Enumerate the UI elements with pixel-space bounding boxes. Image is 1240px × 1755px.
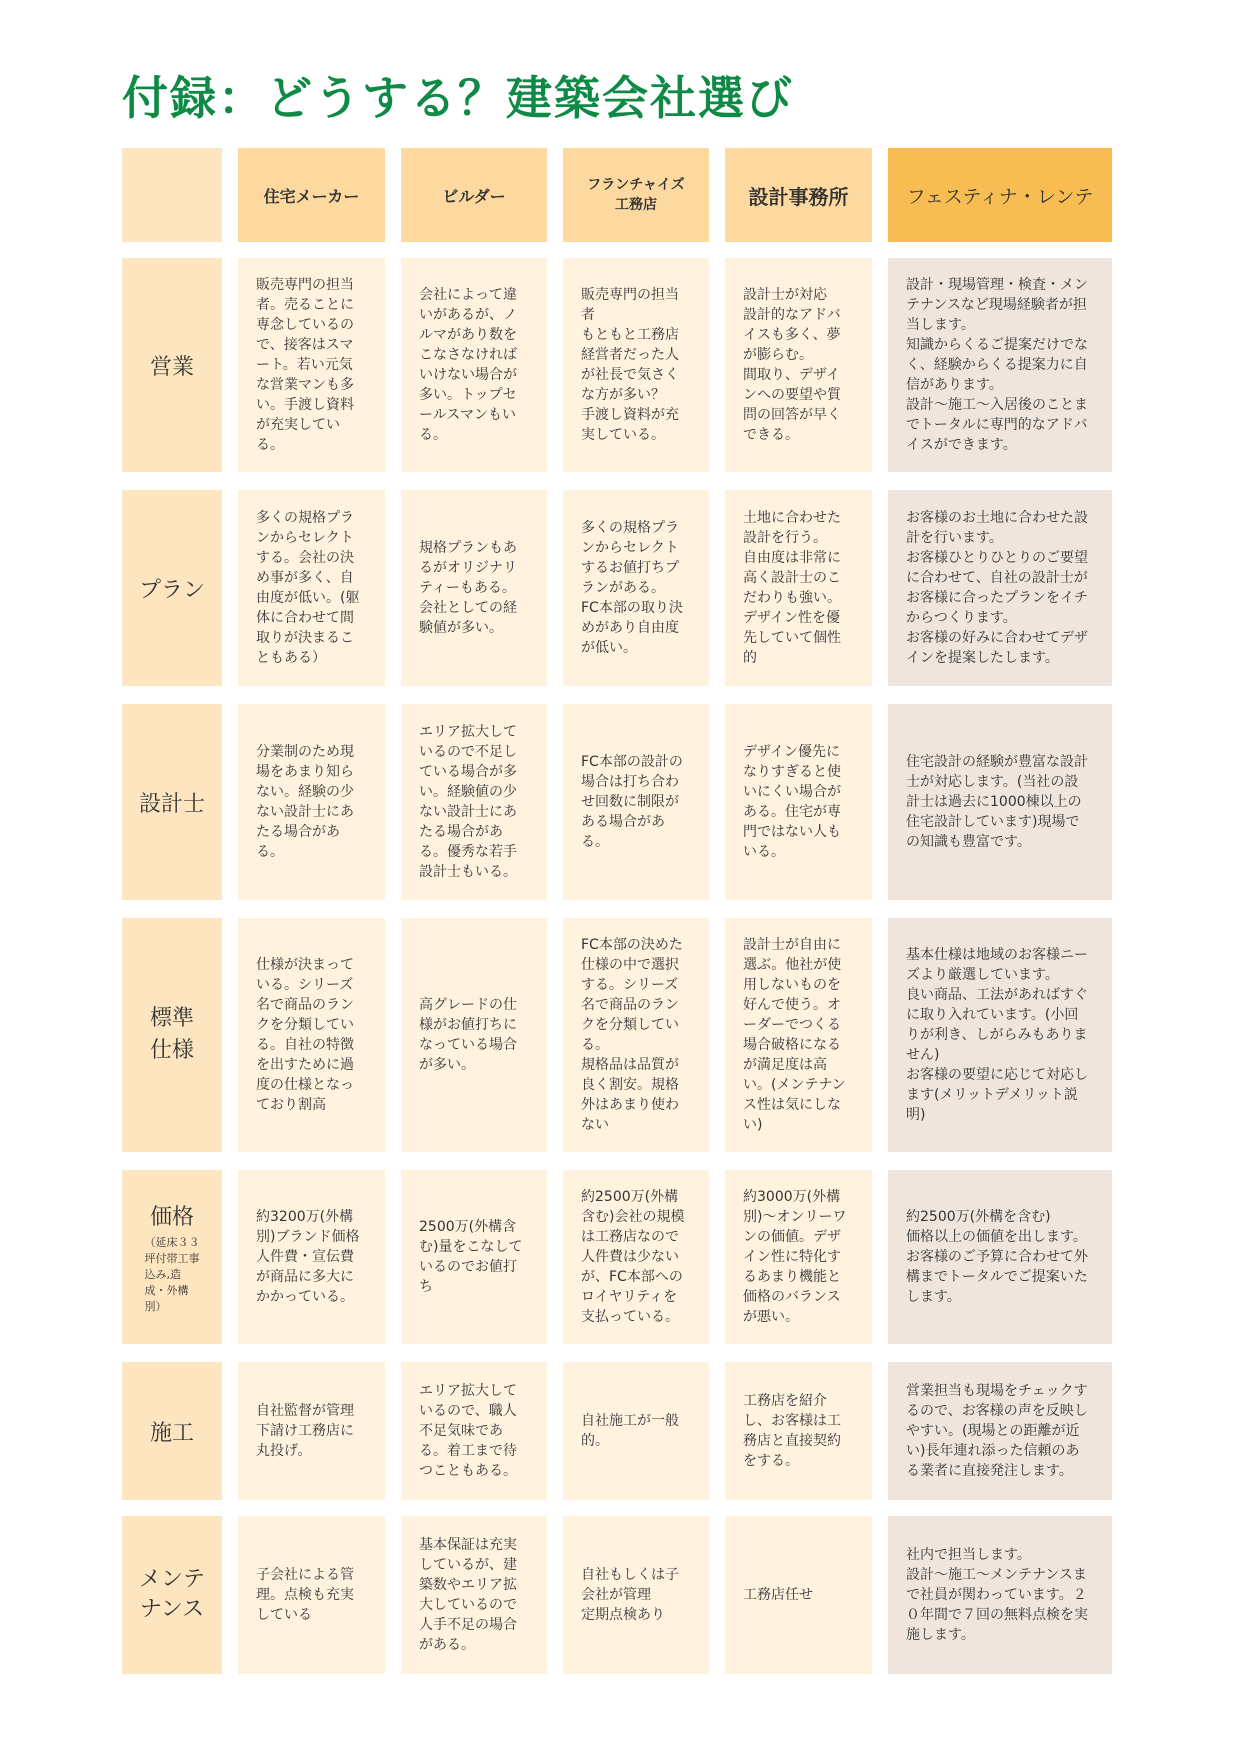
table-cell-festina: 社内で担当します。 設計〜施工〜メンテナンスま で社員が関わっています。２ ０年間で７回の無料点検を実 施します。: [888, 1516, 1112, 1674]
row-header-designer: [122, 704, 222, 900]
table-cell: 工務店任せ: [725, 1516, 872, 1674]
table-cell-festina: 営業担当も現場をチェックす るので、お客様の声を反映し やすい。(現場との距離が近 い)長年連れ添った信頼のあ る業者に直接発注します。: [888, 1362, 1112, 1500]
table-cell: 販売専門の担当 者 もともと工務店 経営者だった人 が社長で気さく な方が多い？ 手渡し資料が充 実している。: [563, 258, 709, 472]
table-cell: 多くの規格プラ ンからセレクト する。会社の決 め事が多く、自 由度が低い。(躯 体に合わせて間 取りが決まるこ ともある）: [238, 490, 385, 686]
table-cell: 会社によって違 いがあるが、ノ ルマがあり数を こなさなければ いけない場合が 多い。トップセ ールスマンもい る。: [401, 258, 547, 472]
table-cell-festina: 住宅設計の経験が豊富な設計 士が対応します。(当社の設 計士は過去に1000棟以上の 住宅設計しています)現場で の知識も豊富です。: [888, 704, 1112, 900]
row-label: 営業: [149, 354, 194, 380]
table-cell: 自社もしくは子 会社が管理 定期点検あり: [563, 1516, 709, 1674]
column-header-festina-lente: フェスティナ・レンテ: [888, 148, 1112, 242]
column-header-house-maker: 住宅メーカー: [238, 148, 385, 242]
row-label: メンテ ナンス: [138, 1567, 205, 1622]
row-header-standard-spec: [122, 918, 222, 1152]
row-label: 価格: [149, 1204, 194, 1230]
table-cell: 販売専門の担当 者。売ることに 専念しているの で、接客はスマ ート。若い元気 な営業マンも多 い。手渡し資料 が充実してい る。: [238, 258, 385, 472]
corner-cell: [122, 148, 222, 242]
row-header-construction: [122, 1362, 222, 1500]
table-cell: 仕様が決まって いる。シリーズ 名で商品のラン クを分類してい る。自社の特徴 を出すために過 度の仕様となっ ており割高: [238, 918, 385, 1152]
table-cell: デザイン優先に なりすぎると使 いにくい場合が ある。住宅が専 門ではない人も いる。: [725, 704, 872, 900]
table-cell-festina: 約2500万(外構を含む) 価格以上の価値を出します。 お客様のご予算に合わせて外 構までトータルでご提案いた します。: [888, 1170, 1112, 1344]
table-cell: 分業制のため現 場をあまり知ら ない。経験の少 ない設計士にあ たる場合があ る。: [238, 704, 385, 900]
table-cell: 自社施工が一般 的。: [563, 1362, 709, 1500]
table-cell: 高グレードの仕 様がお値打ちに なっている場合 が多い。: [401, 918, 547, 1152]
table-cell: 基本保証は充実 しているが、建 築数やエリア拡 大しているので 人手不足の場合 がある。: [401, 1516, 547, 1674]
table-cell: 約3200万(外構 別)ブランド価格 人件費・宣伝費 が商品に多大に かかっている。: [238, 1170, 385, 1344]
row-label: 設計士: [138, 791, 205, 817]
row-label: 施工: [149, 1420, 194, 1446]
table-cell: 2500万(外構含 む)量をこなして いるのでお値打 ち: [401, 1170, 547, 1344]
page-title: 付録：どうする？建築会社選び: [122, 71, 794, 125]
table-cell: FC本部の決めた 仕様の中で選択 する。シリーズ 名で商品のラン クを分類してい る。 規格品は品質が 良く割安。規格 外はあまり使わ ない: [563, 918, 709, 1152]
table-cell-festina: 基本仕様は地域のお客様ニー ズより厳選しています。 良い商品、工法があればすぐ に取り入れています。(小回 りが利き、しがらみもありま せん) お客様の要望に応じて対応し ます(メリットデメリット説 明): [888, 918, 1112, 1152]
row-header-price: [122, 1170, 222, 1344]
table-cell-festina: お客様のお土地に合わせた設 計を行います。 お客様ひとりひとりのご要望 に合わせて、自社の設計士が お客様に合ったプランをイチ からつくります。 お客様の好みに合わせてデザ インを提案したします。: [888, 490, 1112, 686]
row-label: 標準 仕様: [149, 1006, 194, 1063]
row-header-sales: [122, 258, 222, 472]
row-header-maintenance: [122, 1516, 222, 1674]
table-cell: 規格プランもあ るがオリジナリ ティーもある。 会社としての経 験値が多い。: [401, 490, 547, 686]
row-header-plan: [122, 490, 222, 686]
table-cell: 約3000万(外構 別)〜オンリーワ ンの価値。デザ イン性に特化す るあまり機能と 価格のバランス が悪い。: [725, 1170, 872, 1344]
column-header-builder: ビルダー: [401, 148, 547, 242]
table-cell: エリア拡大して いるので不足し ている場合が多 い。経験値の少 ない設計士にあ たる場合があ る。優秀な若手 設計士もいる。: [401, 704, 547, 900]
table-cell: 設計士が自由に 選ぶ。他社が使 用しないものを 好んで使う。オ ーダーでつくる 場合破格になる が満足度は高 い。(メンテナン ス性は気にしな い): [725, 918, 872, 1152]
table-cell: エリア拡大して いるので、職人 不足気味であ る。着工まで待 つこともある。: [401, 1362, 547, 1500]
column-header-design-office: 設計事務所: [725, 148, 872, 242]
table-cell: FC本部の設計の 場合は打ち合わ せ回数に制限が ある場合があ る。: [563, 704, 709, 900]
table-cell: 子会社による管 理。点検も充実 している: [238, 1516, 385, 1674]
table-cell: 設計士が対応 設計的なアドバ イスも多く、夢 が膨らむ。 間取り、デザイ ンへの要望や質 問の回答が早く できる。: [725, 258, 872, 472]
table-cell: 土地に合わせた 設計を行う。 自由度は非常に 高く設計士のこ だわりも強い。 デザイン性を優 先していて個性 的: [725, 490, 872, 686]
table-cell: 多くの規格プラ ンからセレクト するお値打ちプ ランがある。 FC本部の取り決 めがあり自由度 が低い。: [563, 490, 709, 686]
row-label: プラン: [138, 577, 205, 603]
table-cell-festina: 設計・現場管理・検査・メン テナンスなど現場経験者が担 当します。 知識からくるご提案だけでな く、経験からくる提案力に自 信があります。 設計〜施工〜入居後のことま でトータルに専門的なアドバ イスができます。: [888, 258, 1112, 472]
price-note: （延床３３ 坪付帯工事 込み,造 成・外構 別）: [144, 1235, 200, 1313]
column-header-franchise: フランチャイズ 工務店: [563, 148, 709, 242]
table-cell: 工務店を紹介 し、お客様は工 務店と直接契約 をする。: [725, 1362, 872, 1500]
table-cell: 約2500万(外構 含む)会社の規模 は工務店なので 人件費は少ない が、FC本部への ロイヤリティを 支払っている。: [563, 1170, 709, 1344]
table-cell: 自社監督が管理 下請け工務店に 丸投げ。: [238, 1362, 385, 1500]
